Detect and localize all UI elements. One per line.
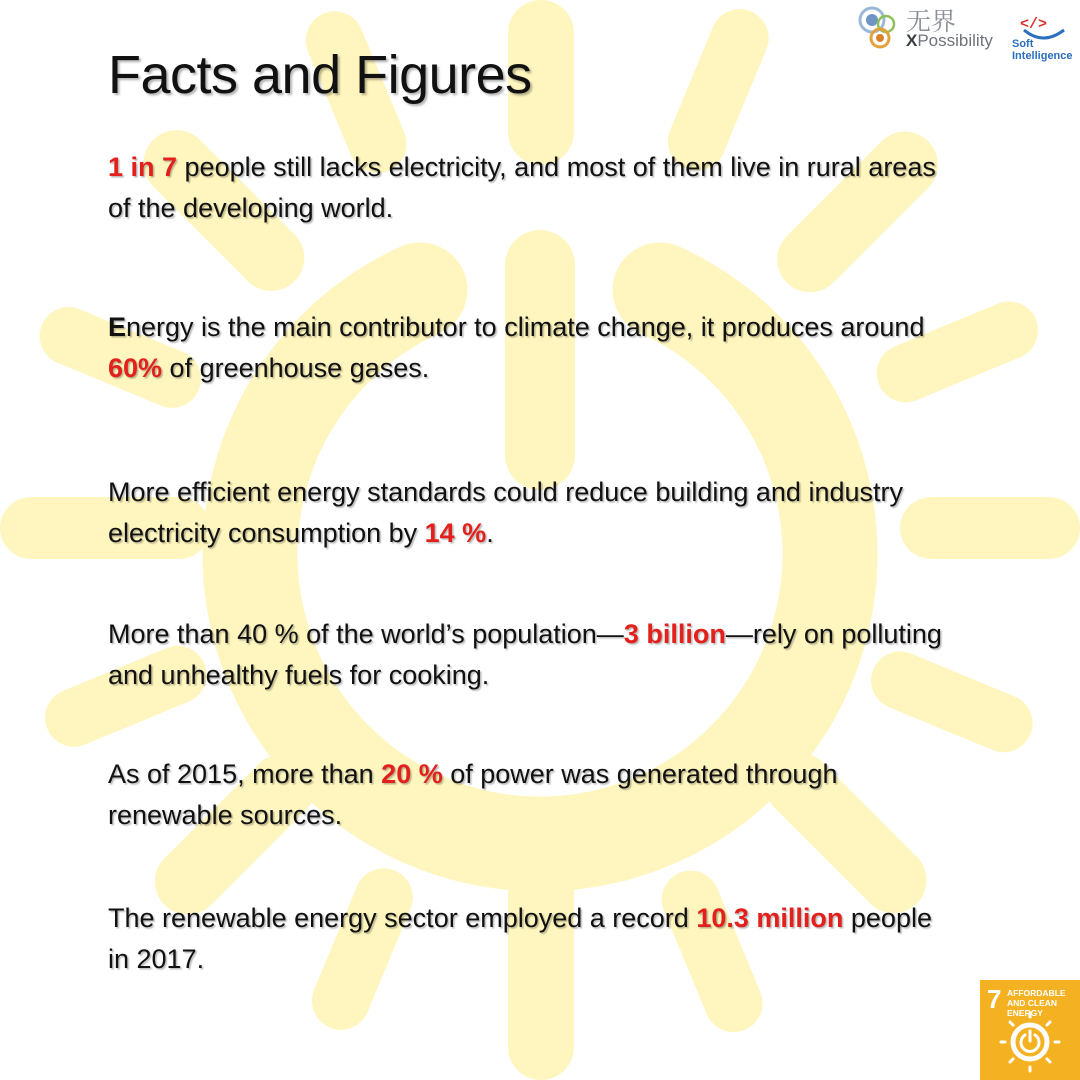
soft-intelligence-line2: Intelligence (1012, 50, 1073, 62)
fact-text: —rely on polluting and unhealthy fuels for cooking. (108, 619, 942, 690)
fact-text: of greenhouse gases. (162, 353, 430, 383)
xpossibility-en-text: XPossibility (906, 31, 993, 50)
sdg-label: AFFORDABLE AND CLEAN ENERGY (1007, 988, 1066, 1018)
fact-item (108, 472, 958, 554)
fact-item (108, 754, 958, 836)
highlight-figure: 1 in 7 (108, 152, 178, 182)
fact-item (108, 307, 958, 389)
fact-item (108, 898, 958, 980)
sdg-number: 7 (987, 984, 1002, 1014)
page-title: Facts and Figures (108, 45, 532, 105)
highlight-figure: 14 % (424, 518, 487, 548)
xpossibility-logo (856, 4, 1006, 54)
highlight-figure: 3 billion (623, 619, 726, 649)
highlight-figure: 20 % (381, 759, 443, 789)
xpossibility-cn-text: 无界 (906, 7, 957, 36)
svg-text:</>: </> (1020, 16, 1048, 33)
fact-text: The renewable energy sector employed a record (108, 903, 697, 933)
fact-item (108, 147, 958, 229)
fact-text: E (108, 312, 127, 342)
fact-text: nergy is the main contributor to climate change, it produces around (126, 312, 925, 342)
soft-intelligence-line1: Soft (1012, 38, 1034, 50)
highlight-figure: 60% (108, 353, 163, 383)
xpossibility-mark-icon (856, 4, 906, 54)
fact-text: More efficient energy standards could reduce building and industry electricity consumption by (108, 477, 903, 548)
fact-text: of power was generated through renewable sources. (108, 759, 838, 830)
sun-power-icon (980, 980, 1080, 1080)
highlight-figure: 10.3 million (696, 903, 844, 933)
fact-text: As of 2015, more than (108, 759, 382, 789)
sdg7-badge (980, 980, 1080, 1080)
fact-text: More than 40 % of the world’s population— (108, 619, 624, 649)
fact-text: . (486, 518, 494, 548)
fact-item (108, 614, 958, 696)
fact-text: people in 2017. (108, 903, 932, 974)
fact-text: people still lacks electricity, and most of them live in rural areas of the developing world. (108, 152, 936, 223)
soft-intelligence-logo (1010, 14, 1076, 66)
